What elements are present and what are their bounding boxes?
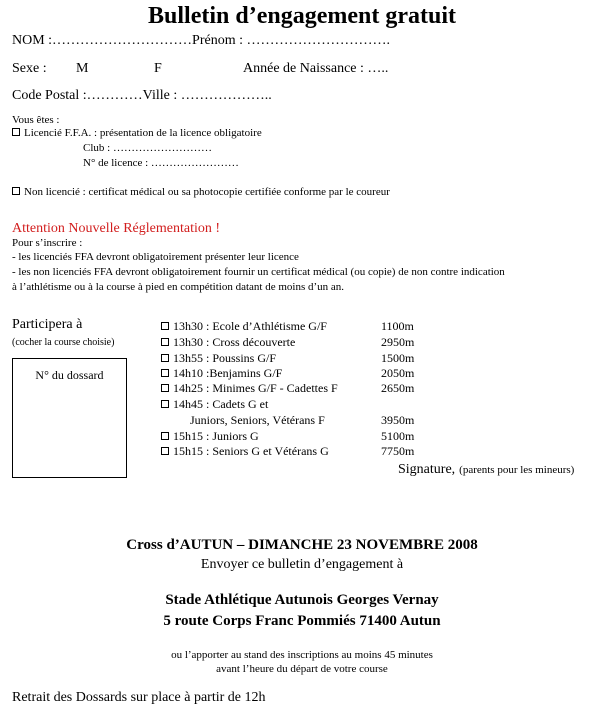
licence-number-field[interactable]: N° de licence : ……………………	[83, 157, 239, 169]
bib-pickup-note: Retrait des Dossards sur place à partir de 12h	[12, 690, 266, 705]
send-instruction: Envoyer ce bulletin d’engagement à	[200, 557, 404, 572]
attention-line-3: à l’athlétisme ou à la course à pied en compétition datant de moins d’un an.	[12, 281, 345, 293]
race-option[interactable]	[161, 381, 338, 396]
race-distance: 5100m	[381, 429, 415, 443]
name-field[interactable]: NOM :…………………………Prénom : ………………………….	[12, 33, 390, 48]
race-checkbox[interactable]	[161, 322, 169, 330]
race-distance: 3950m	[381, 413, 415, 427]
participation-label: Participera à	[12, 317, 83, 332]
race-label: 14h45 : Cadets G et	[173, 397, 269, 411]
event-title: Cross d’AUTUN – DIMANCHE 23 NOVEMBRE 2008	[126, 537, 478, 553]
non-licencie-label: Non licencié : certificat médical ou sa photocopie certifiée conforme par le coureur	[24, 186, 390, 198]
race-label-continued: Juniors, Seniors, Vétérans F	[190, 413, 325, 427]
race-option[interactable]	[161, 366, 282, 381]
sex-label: Sexe :	[12, 61, 47, 76]
organizer-name: Stade Athlétique Autunois Georges Vernay	[165, 592, 439, 608]
race-checkbox[interactable]	[161, 447, 169, 455]
race-distance: 2950m	[381, 335, 415, 349]
signature-note: (parents pour les mineurs)	[459, 464, 575, 476]
non-licencie-option[interactable]	[12, 186, 390, 198]
race-label: 13h30 : Cross découverte	[173, 335, 296, 349]
form-title: Bulletin d’engagement gratuit	[148, 3, 456, 29]
race-option[interactable]	[161, 319, 327, 334]
licencie-checkbox[interactable]	[12, 128, 20, 136]
race-distance: 2050m	[381, 366, 415, 380]
race-option[interactable]	[161, 335, 295, 350]
signature-label: Signature,	[398, 462, 456, 477]
club-field[interactable]: Club : ………………………	[83, 142, 212, 154]
race-checkbox[interactable]	[161, 369, 169, 377]
dossard-label: N° du dossard	[35, 368, 104, 382]
race-label: 15h15 : Juniors G	[173, 429, 259, 443]
race-option[interactable]	[161, 351, 276, 366]
organizer-address: 5 route Corps Franc Pommiés 71400 Autun	[163, 613, 441, 629]
attention-pour: Pour s’inscrire :	[12, 237, 83, 249]
non-licencie-checkbox[interactable]	[12, 187, 20, 195]
race-checkbox[interactable]	[161, 384, 169, 392]
race-label: 13h55 : Poussins G/F	[173, 351, 277, 365]
race-option[interactable]	[161, 397, 268, 412]
race-checkbox[interactable]	[161, 354, 169, 362]
race-distance: 1500m	[381, 351, 415, 365]
race-distance: 2650m	[381, 381, 415, 395]
attention-line-1: - les licenciés FFA devront obligatoirement présenter leur licence	[12, 251, 299, 263]
race-checkbox[interactable]	[161, 338, 169, 346]
postal-city-field[interactable]: Code Postal :…………Ville : ………………..	[12, 88, 272, 103]
vous-etes-label: Vous êtes :	[12, 114, 60, 126]
bring-instruction-1: ou l’apporter au stand des inscriptions au moins 45 minutes	[171, 649, 433, 661]
race-label: 15h15 : Seniors G et Vétérans G	[173, 444, 329, 458]
sex-option-m[interactable]: M	[76, 61, 89, 76]
race-label: 13h30 : Ecole d’Athlétisme G/F	[173, 319, 327, 333]
race-option[interactable]	[161, 429, 259, 444]
dossard-box	[12, 358, 127, 478]
licencie-label: Licencié F.F.A. : présentation de la licence obligatoire	[24, 127, 262, 139]
race-checkbox[interactable]	[161, 432, 169, 440]
race-label: 14h25 : Minimes G/F - Cadettes F	[173, 381, 338, 395]
race-option[interactable]	[161, 444, 329, 459]
race-distance: 7750m	[381, 444, 415, 458]
licencie-option[interactable]	[12, 127, 262, 139]
signature-line[interactable]	[398, 460, 574, 478]
birth-year-field[interactable]: Année de Naissance : …..	[243, 61, 389, 76]
race-label: 14h10 :Benjamins G/F	[173, 366, 283, 380]
sex-option-f[interactable]: F	[154, 61, 162, 76]
attention-heading: Attention Nouvelle Réglementation !	[12, 221, 221, 236]
race-distance: 1100m	[381, 319, 414, 333]
participation-note: (cocher la course choisie)	[12, 337, 115, 348]
race-checkbox[interactable]	[161, 400, 169, 408]
bring-instruction-2: avant l’heure du départ de votre course	[216, 663, 388, 675]
attention-line-2: - les non licenciés FFA devront obligatoirement fournir un certificat médical (ou copie) de non contre indication	[12, 266, 505, 278]
